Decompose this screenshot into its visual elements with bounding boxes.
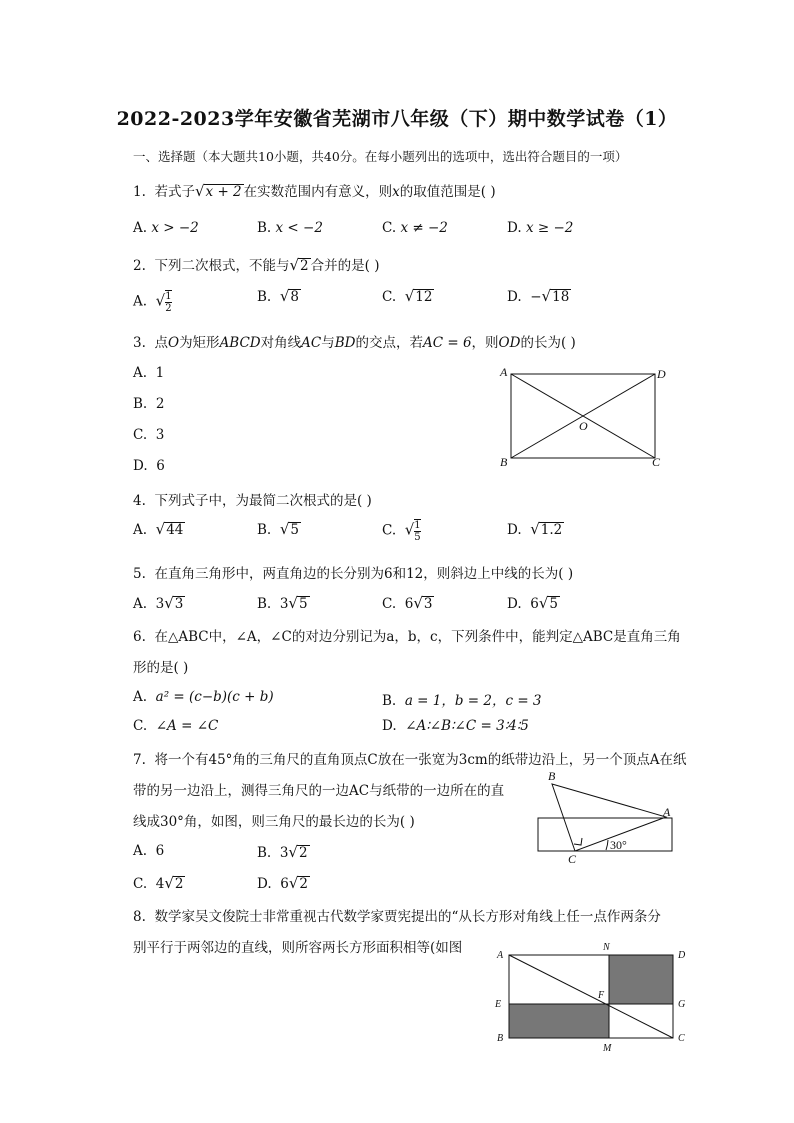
fig8-label-d: D: [678, 950, 686, 961]
option-7a: A. 6: [133, 843, 165, 859]
rectangle-figure: [495, 362, 675, 474]
option-4b: B. √5: [257, 520, 299, 538]
option-5b: B. 3√5: [257, 594, 308, 612]
option-3b: B. 2: [133, 396, 165, 412]
question-2: 2. 下列二次根式，不能与√2 合并的是( ): [133, 256, 380, 274]
option-1c: C. x ≠ −2: [382, 220, 448, 236]
question-6-line-2: 形的是( ): [133, 660, 189, 676]
option-5c: C. 6√3: [382, 594, 433, 612]
fig7-label-c: C: [568, 852, 577, 864]
option-3c: C. 3: [133, 427, 165, 443]
option-1a: A. x > −2: [133, 220, 199, 236]
question-7-line-3: 线成30°角，如图，则三角尺的最长边的长为( ): [133, 814, 415, 830]
option-4c: C. √ $\frac{1}{5}$: [382, 520, 421, 543]
fig7-label-a: A: [663, 805, 671, 819]
option-6a: A. a² = (c−b)(c + b): [133, 689, 274, 705]
option-5d: D. 6√5: [507, 594, 558, 612]
rectangle-area-figure: [493, 940, 693, 1052]
fig3-label-b: B: [500, 455, 508, 469]
fig8-label-e: E: [495, 999, 502, 1010]
option-2b: B. √8: [257, 287, 299, 305]
option-4a: A. √44: [133, 520, 184, 538]
fig8-label-c: C: [678, 1033, 685, 1044]
fig8-label-f: F: [598, 990, 605, 1001]
option-6d: D. ∠A∶∠B∶∠C = 3∶4∶5: [382, 718, 529, 734]
question-1: 1. 若式子√x + 2 在实数范围内有意义，则x的取值范围是( ): [133, 182, 496, 200]
fig8-label-b: B: [497, 1033, 504, 1044]
fig7-angle-label: 30°: [610, 838, 627, 852]
question-8-line-1: 8. 数学家吴文俊院士非常重视古代数学家贾宪提出的“从长方形对角线上任一点作两条分: [133, 909, 661, 925]
option-2a: A. √ $\frac{1}{2}$: [133, 291, 172, 314]
fig8-label-a: A: [497, 950, 504, 961]
option-6b: B. a = 1，b = 2，c = 3: [382, 693, 542, 709]
option-3a: A. 1: [133, 365, 165, 381]
option-7c: C. 4√2: [133, 874, 184, 892]
fig8-label-n: N: [603, 942, 610, 953]
fig3-label-d: D: [657, 367, 666, 381]
option-3d: D. 6: [133, 458, 165, 474]
question-6-line-1: 6. 在△ABC中，∠A，∠C的对边分别记为a，b，c，下列条件中，能判定△ABC是直角三角: [133, 629, 681, 645]
option-5a: A. 3√3: [133, 594, 184, 612]
option-2c: C. √12: [382, 287, 433, 305]
option-6c: C. ∠A = ∠C: [133, 718, 219, 734]
page-title: 2022-2023学年安徽省芜湖市八年级（下）期中数学试卷（1）: [116, 108, 678, 130]
fig3-label-o: O: [579, 419, 588, 433]
question-8-line-2: 别平行于两邻边的直线，则所容两长方形面积相等(如图: [133, 940, 463, 956]
question-4: 4. 下列式子中，为最简二次根式的是( ): [133, 493, 372, 509]
section-heading: 一、选择题（本大题共10小题，共40分。在每小题列出的选项中，选出符合题目的一项）: [133, 149, 628, 164]
fig7-label-b: B: [548, 769, 556, 783]
option-1b: B. x < −2: [257, 220, 323, 236]
triangle-ruler-figure: [530, 764, 680, 864]
option-7b: B. 3√2: [257, 843, 308, 861]
option-2d: D. −√18: [507, 287, 570, 305]
option-7d: D. 6√2: [257, 874, 308, 892]
fig8-label-m: M: [603, 1043, 612, 1052]
question-3: 3. 点O为矩形ABCD对角线AC与BD的交点，若AC = 6，则OD的长为( ): [133, 335, 576, 351]
option-1d: D. x ≥ −2: [507, 220, 574, 236]
option-4d: D. √1.2: [507, 520, 563, 538]
question-5: 5. 在直角三角形中，两直角边的长分别为6和12，则斜边上中线的长为( ): [133, 566, 574, 582]
question-7-line-1: 7. 将一个有45°角的三角尺的直角顶点C放在一张宽为3cm的纸带边沿上，另一个顶点A在纸: [133, 752, 687, 768]
fig3-label-a: A: [500, 365, 508, 379]
question-7-line-2: 带的另一边沿上，测得三角尺的一边AC与纸带的一边所在的直: [133, 783, 505, 799]
fig3-label-c: C: [652, 455, 661, 469]
fig8-label-g: G: [678, 999, 686, 1010]
